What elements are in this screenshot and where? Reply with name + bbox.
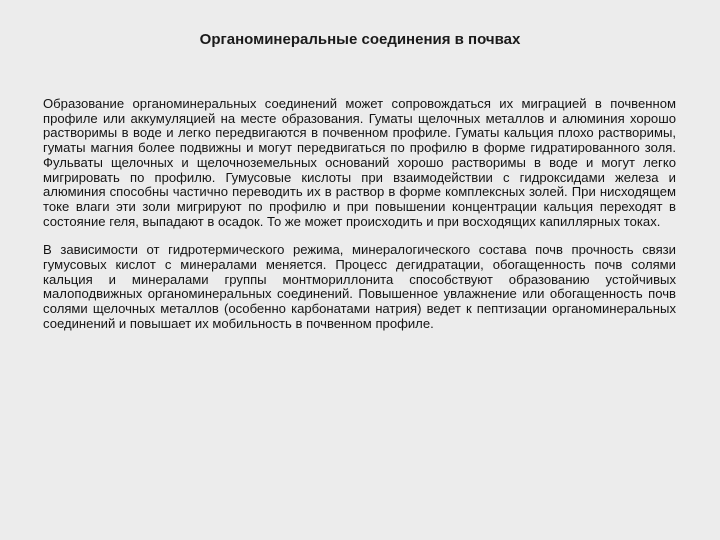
- slide-title: Органоминеральные соединения в почвах: [199, 31, 521, 48]
- paragraph-migration: Образование органоминеральных соединений может сопровождаться их миграцией в почвенном профиле или аккумуляцией на месте образования. Гуматы щелочных металлов и алюминия хорошо растворимы в воде и легко передвигаются в почвенном профиле. Гуматы кальция плохо растворимы, гуматы магния более подвижны и могут передвигаться по профилю в форме гидратированного золя. Фульваты щелочных и щелочноземельных оснований хорошо растворимы в воде и могут легко мигрировать по профилю. Гумусовые кислоты при взаимодействии с гидроксидами железа и алюминия способны частично переводить их в раствор в форме комплексных золей. При нисходящем токе влаги эти золи мигрируют по профилю и при повышении концентрации кальция переходят в состояние геля, выпадают в осадок. То же может происходить и при восходящих капиллярных токах.: [43, 96, 676, 229]
- slide-body: [43, 97, 676, 332]
- paragraph-bond-strength: В зависимости от гидротермического режима, минералогического состава почв прочность связи гумусовых кислот с минералами меняется. Процесс дегидратации, обогащенность почв солями кальция и минералами группы монтмориллонита способствуют образованию устойчивых малоподвижных органоминеральных соединений. Повышенное увлажнение или обогащенность почв солями щелочных металлов (особенно карбонатами натрия) ведет к пептизации органоминеральных соединений и повышает их мобильность в почвенном профиле.: [43, 242, 676, 331]
